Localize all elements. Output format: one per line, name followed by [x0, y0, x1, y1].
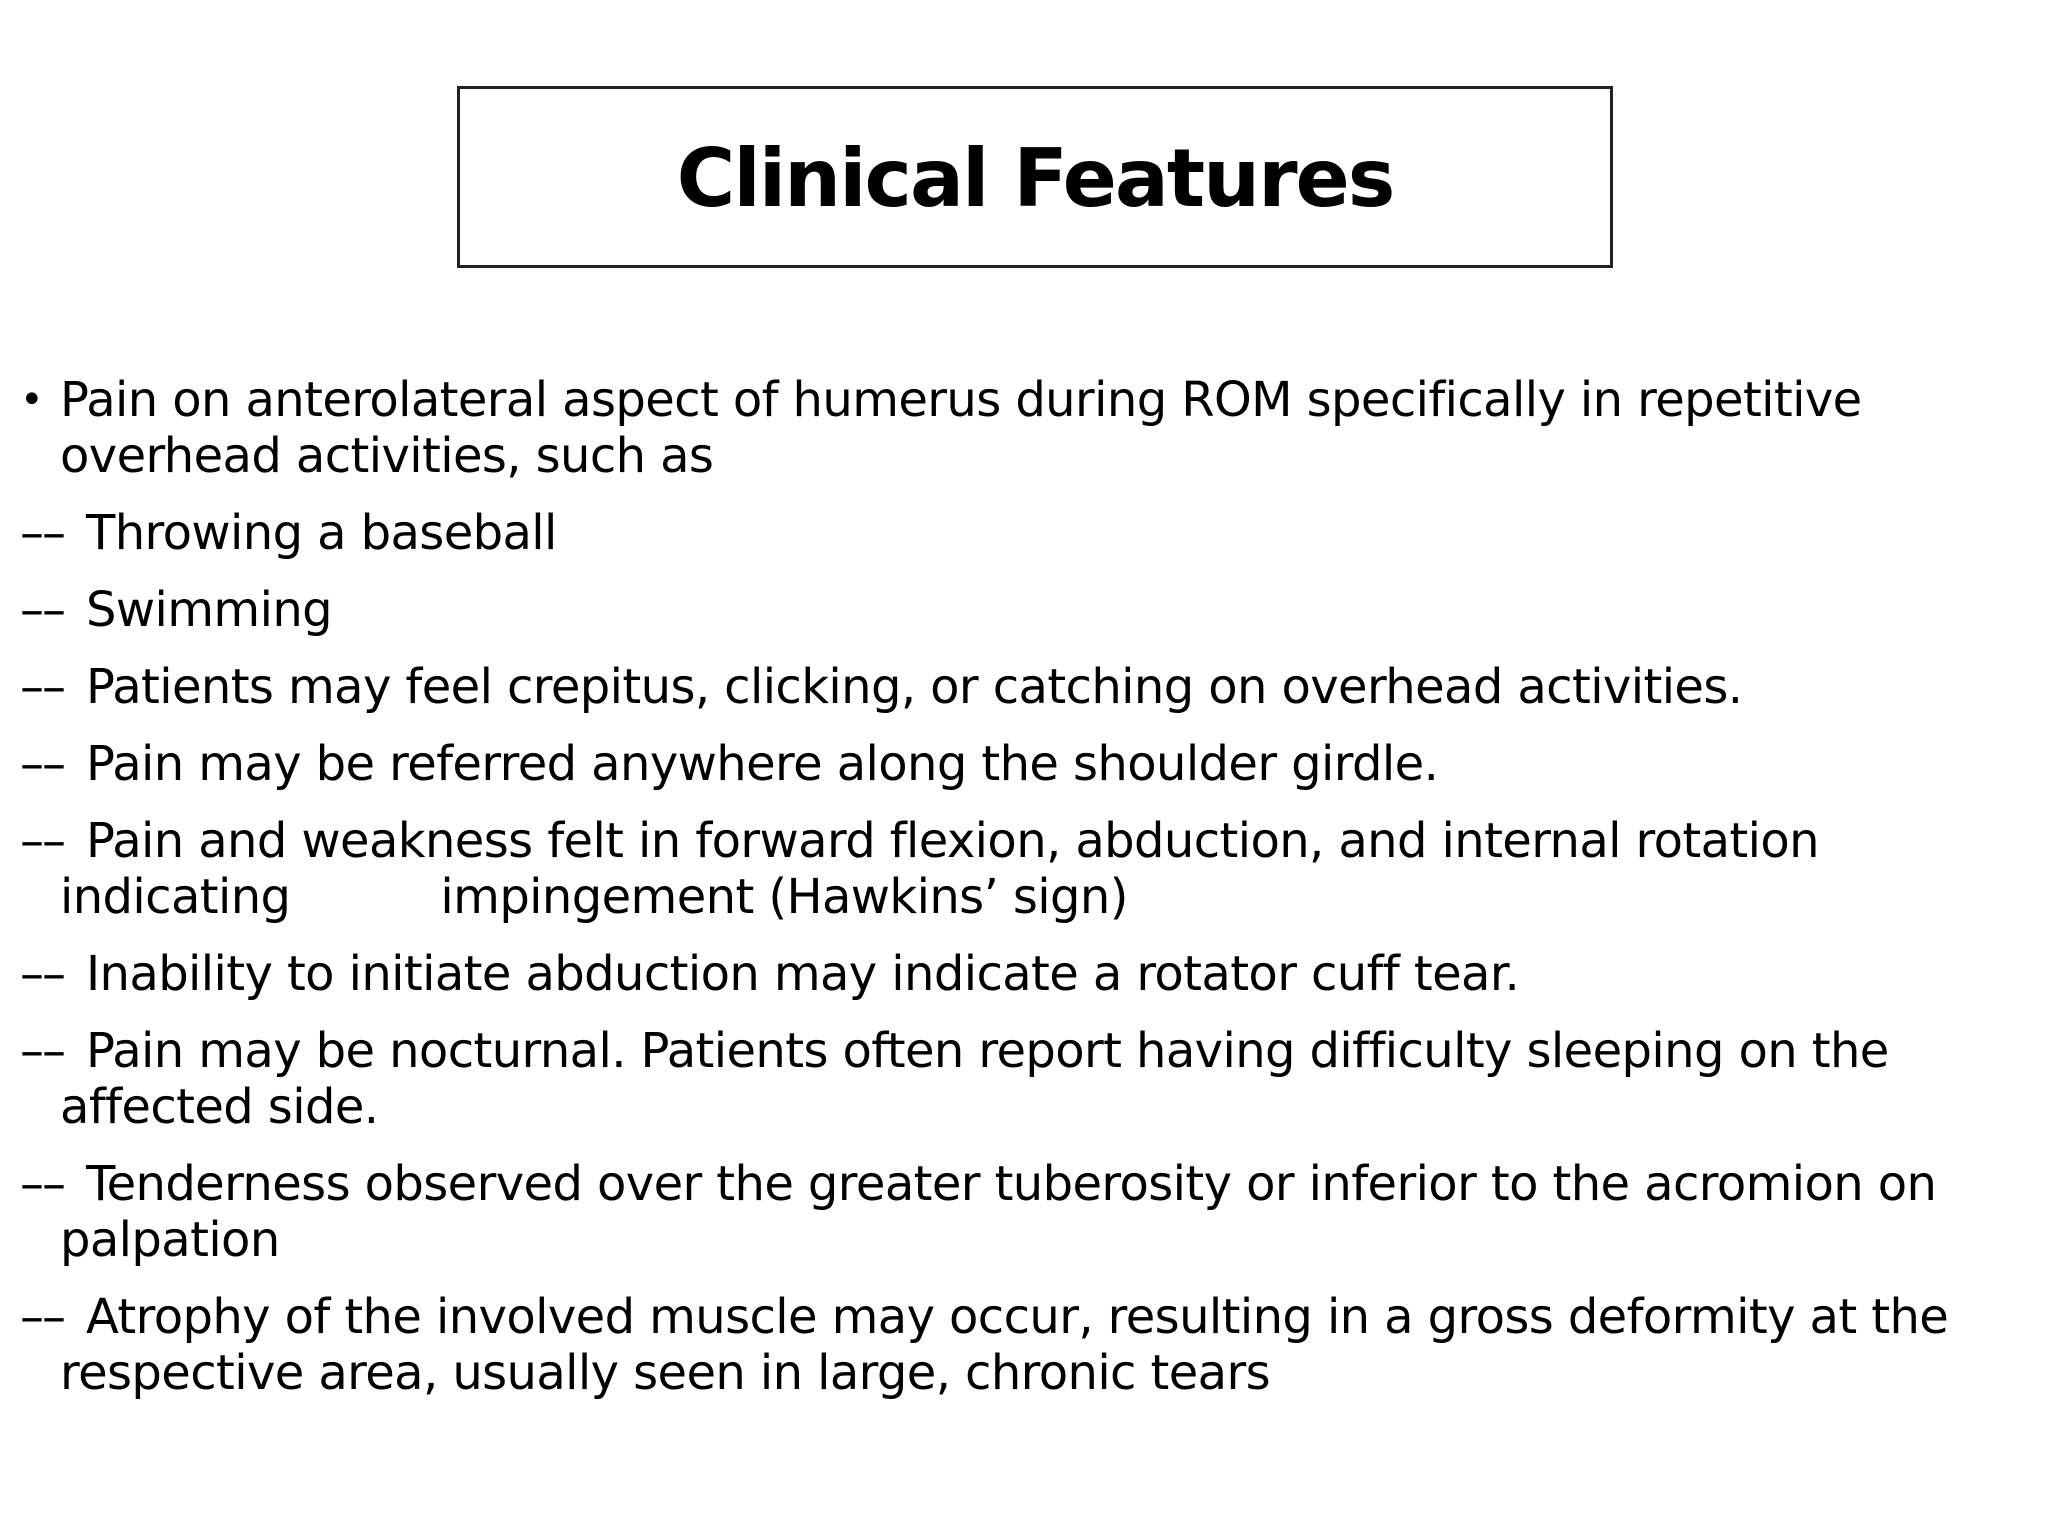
- list-item-text: [20, 813, 2030, 925]
- dash-marker: ––: [20, 1023, 64, 1079]
- list-item-intro: [20, 372, 2030, 484]
- dash-marker: ––: [20, 946, 64, 1002]
- list-item-text: Pain on anterolateral aspect of humerus during ROM specifically in repetitive overhead activities, such as: [60, 372, 1862, 484]
- dash-marker: ––: [20, 582, 64, 638]
- title-box: [457, 86, 1613, 268]
- bullet-marker: •: [20, 377, 43, 423]
- list-item: [20, 1289, 2030, 1401]
- bullet-list: [20, 372, 2030, 1422]
- list-item: [20, 813, 2030, 925]
- dash-marker: ––: [20, 1289, 64, 1345]
- list-item: [20, 946, 2030, 1002]
- list-item-text-part-b: impingement (Hawkins’ sign): [440, 869, 1128, 925]
- dash-marker: ––: [20, 505, 64, 561]
- list-item-text: Pain may be nocturnal. Patients often report having difficulty sleeping on the affected side.: [60, 1023, 1889, 1135]
- list-item-text: Tenderness observed over the greater tuberosity or inferior to the acromion on palpation: [60, 1156, 1937, 1268]
- list-item-text: Inability to initiate abduction may indicate a rotator cuff tear.: [86, 946, 1520, 1002]
- list-item: [20, 1023, 2030, 1135]
- list-item-text-part-a: Pain and weakness felt in forward flexion, abduction, and internal rotation indicating: [60, 813, 1819, 925]
- list-item-text: Atrophy of the involved muscle may occur, resulting in a gross deformity at the respective area, usually seen in large, chronic tears: [60, 1289, 1949, 1401]
- list-item-text: Patients may feel crepitus, clicking, or catching on overhead activities.: [86, 659, 1743, 715]
- dash-marker: ––: [20, 659, 64, 715]
- list-item-text: Swimming: [86, 582, 333, 638]
- list-item: [20, 582, 2030, 638]
- dash-marker: ––: [20, 736, 64, 792]
- list-item-text: Throwing a baseball: [86, 505, 557, 561]
- list-item: [20, 736, 2030, 792]
- slide-title: Clinical Features: [676, 132, 1394, 225]
- list-item: [20, 659, 2030, 715]
- dash-marker: ––: [20, 813, 64, 869]
- dash-marker: ––: [20, 1156, 64, 1212]
- list-item-text: Pain may be referred anywhere along the shoulder girdle.: [86, 736, 1439, 792]
- list-item: [20, 505, 2030, 561]
- list-item: [20, 1156, 2030, 1268]
